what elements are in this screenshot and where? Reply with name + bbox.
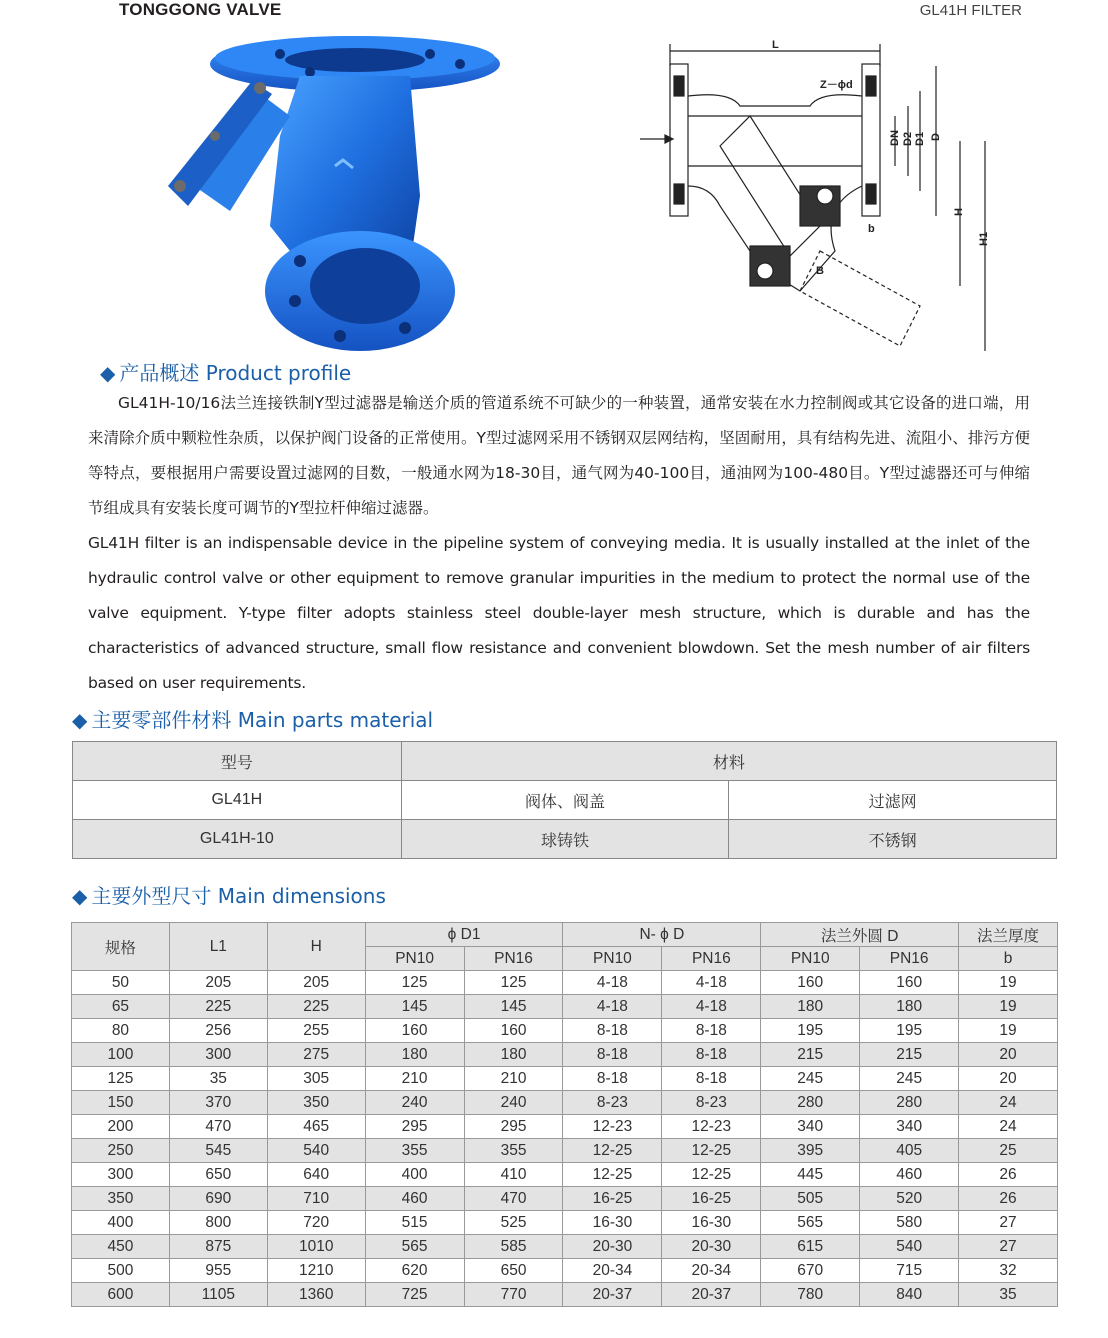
- table-cell: 340: [860, 1115, 959, 1139]
- column-subheader: PN10: [365, 947, 464, 971]
- profile-cn-paragraph: GL41H-10/16法兰连接铁制Y型过滤器是输送介质的管道系统不可缺少的一种装置，通常安装在水力控制阀或其它设备的进口端，用来清除介质中颗粒性杂质，以保护阀门设备的正常使用。Y型过滤网采用不锈钢双层网结构，坚固耐用，具有结构先进、流阻小、排污方便等特点，要根据用户需要设置过滤网的目数，一般通水网为18-30目，通气网为40-100目，通油网为100-480目。Y型过滤器还可与伸缩节组成具有安装长度可调节的Y型拉杆伸缩过滤器。: [88, 394, 1030, 517]
- table-cell: 27: [959, 1235, 1058, 1259]
- table-cell: 505: [761, 1187, 860, 1211]
- table-cell: 180: [860, 995, 959, 1019]
- column-subheader: PN16: [464, 947, 563, 971]
- column-header-l1: L1: [169, 923, 267, 971]
- table-row: [72, 1211, 1058, 1235]
- table-cell: 180: [365, 1043, 464, 1067]
- table-cell: GL41H-10: [73, 820, 402, 859]
- table-cell: 12-23: [662, 1115, 761, 1139]
- table-cell: 710: [267, 1187, 365, 1211]
- table-cell: 540: [267, 1139, 365, 1163]
- table-cell: 240: [464, 1091, 563, 1115]
- drawing-label-h1: H1: [978, 231, 990, 246]
- table-cell: 210: [365, 1067, 464, 1091]
- table-cell: 650: [169, 1163, 267, 1187]
- table-row: [73, 820, 1057, 859]
- column-header-spec: 规格: [72, 923, 170, 971]
- table-cell: 615: [761, 1235, 860, 1259]
- table-cell: 32: [959, 1259, 1058, 1283]
- brand-name: TONGGONG VALVE: [119, 0, 282, 19]
- table-cell: 145: [365, 995, 464, 1019]
- table-cell: 145: [464, 995, 563, 1019]
- dimensions-title: 主要外型尺寸 Main dimensions: [91, 884, 386, 908]
- table-cell: 8-18: [662, 1019, 761, 1043]
- table-row: [72, 1235, 1058, 1259]
- table-cell: 65: [72, 995, 170, 1019]
- table-cell: 8-18: [662, 1043, 761, 1067]
- table-cell: 470: [169, 1115, 267, 1139]
- table-cell: 20-30: [662, 1235, 761, 1259]
- table-cell: 720: [267, 1211, 365, 1235]
- table-cell: 225: [267, 995, 365, 1019]
- dimensions-heading: [72, 880, 386, 909]
- table-cell: 300: [169, 1043, 267, 1067]
- drawing-label-l: L: [772, 39, 779, 51]
- profile-en-paragraph: GL41H filter is an indispensable device in the pipeline system of conveying media. It is usually installed at the inlet of the hydraulic control valve or other equipment to remove granular impurities in the medium to protect the normal use of the valve equipment. Y-type filter adopts stainless steel double-layer mesh structure, which is durable and has the characteristics of advanced structure, small flow resistance and convenient blowdown. Set the mesh number of air filters based on user requirements.: [88, 534, 1030, 692]
- table-cell: 295: [464, 1115, 563, 1139]
- table-cell: 19: [959, 1019, 1058, 1043]
- table-cell: 300: [72, 1163, 170, 1187]
- table-cell: 4-18: [563, 995, 662, 1019]
- product-profile-heading: [100, 357, 351, 386]
- drawing-label-zphid: Z－ϕd: [820, 79, 853, 91]
- diamond-icon: ◆: [72, 708, 88, 732]
- table-cell: 780: [761, 1283, 860, 1307]
- table-row: [72, 1019, 1058, 1043]
- table-cell: 540: [860, 1235, 959, 1259]
- table-row: [72, 1067, 1058, 1091]
- table-cell: 不锈钢: [729, 820, 1057, 859]
- table-cell: 20: [959, 1067, 1058, 1091]
- table-cell: 840: [860, 1283, 959, 1307]
- table-row: [72, 1259, 1058, 1283]
- table-row: [73, 742, 1057, 781]
- table-cell: 160: [860, 971, 959, 995]
- table-cell: 20-37: [563, 1283, 662, 1307]
- table-cell: 4-18: [662, 995, 761, 1019]
- table-cell: 445: [761, 1163, 860, 1187]
- table-cell: 640: [267, 1163, 365, 1187]
- dimensions-table: [71, 922, 1058, 1307]
- table-cell: 8-18: [563, 1043, 662, 1067]
- table-cell: 410: [464, 1163, 563, 1187]
- materials-heading: [72, 704, 433, 733]
- table-cell: 450: [72, 1235, 170, 1259]
- table-row: [72, 971, 1058, 995]
- table-cell: 215: [860, 1043, 959, 1067]
- table-cell: 585: [464, 1235, 563, 1259]
- table-cell: 245: [860, 1067, 959, 1091]
- table-cell: 8-23: [662, 1091, 761, 1115]
- table-cell: 8-18: [662, 1067, 761, 1091]
- table-cell: 27: [959, 1211, 1058, 1235]
- table-cell: 125: [72, 1067, 170, 1091]
- table-cell: 470: [464, 1187, 563, 1211]
- table-cell: 370: [169, 1091, 267, 1115]
- table-cell: 160: [761, 971, 860, 995]
- drawing-label-d2: D2: [902, 131, 914, 146]
- table-cell: 26: [959, 1163, 1058, 1187]
- table-row: [72, 1139, 1058, 1163]
- model-tag: GL41H FILTER: [919, 2, 1022, 19]
- table-cell: 20: [959, 1043, 1058, 1067]
- table-cell: 16-30: [662, 1211, 761, 1235]
- table-cell: 35: [959, 1283, 1058, 1307]
- table-cell: 395: [761, 1139, 860, 1163]
- table-cell: 205: [267, 971, 365, 995]
- table-row: [72, 1283, 1058, 1307]
- column-header-n-d: N- ϕ D: [563, 923, 761, 947]
- table-cell: 295: [365, 1115, 464, 1139]
- table-cell: 620: [365, 1259, 464, 1283]
- column-subheader: PN16: [860, 947, 959, 971]
- table-cell: 210: [464, 1067, 563, 1091]
- column-header-h: H: [267, 923, 365, 971]
- drawing-label-dn: DN: [889, 130, 901, 146]
- table-cell: 525: [464, 1211, 563, 1235]
- table-cell: 280: [761, 1091, 860, 1115]
- drawing-label-h: H: [953, 208, 965, 216]
- table-cell: 255: [267, 1019, 365, 1043]
- table-cell: 350: [72, 1187, 170, 1211]
- table-cell: 565: [761, 1211, 860, 1235]
- table-cell: 200: [72, 1115, 170, 1139]
- table-cell: 19: [959, 971, 1058, 995]
- table-cell: 160: [464, 1019, 563, 1043]
- table-cell: 80: [72, 1019, 170, 1043]
- table-cell: 1105: [169, 1283, 267, 1307]
- table-cell: 100: [72, 1043, 170, 1067]
- table-cell: 12-23: [563, 1115, 662, 1139]
- table-cell: 400: [72, 1211, 170, 1235]
- table-cell: 275: [267, 1043, 365, 1067]
- column-subheader: b: [959, 947, 1058, 971]
- table-cell: 545: [169, 1139, 267, 1163]
- table-cell: 800: [169, 1211, 267, 1235]
- table-cell: 875: [169, 1235, 267, 1259]
- table-cell: 1360: [267, 1283, 365, 1307]
- table-cell: 8-18: [563, 1067, 662, 1091]
- table-row: [73, 781, 1057, 820]
- diamond-icon: ◆: [72, 884, 88, 908]
- table-cell: 阀体、阀盖: [401, 781, 729, 820]
- materials-header-material: 材料: [401, 742, 1056, 781]
- table-cell: 500: [72, 1259, 170, 1283]
- column-header-thickness: 法兰厚度: [959, 923, 1058, 947]
- table-cell: 355: [464, 1139, 563, 1163]
- table-cell: 180: [761, 995, 860, 1019]
- diamond-icon: ◆: [100, 361, 116, 385]
- table-cell: 650: [464, 1259, 563, 1283]
- table-cell: 205: [169, 971, 267, 995]
- table-cell: 球铸铁: [401, 820, 729, 859]
- table-cell: 350: [267, 1091, 365, 1115]
- table-cell: 160: [365, 1019, 464, 1043]
- product-photo: [160, 36, 520, 356]
- table-row: [72, 1043, 1058, 1067]
- table-cell: 245: [761, 1067, 860, 1091]
- table-cell: 465: [267, 1115, 365, 1139]
- table-cell: 24: [959, 1091, 1058, 1115]
- table-cell: 955: [169, 1259, 267, 1283]
- table-cell: 355: [365, 1139, 464, 1163]
- column-subheader: PN10: [563, 947, 662, 971]
- table-cell: 690: [169, 1187, 267, 1211]
- table-cell: 600: [72, 1283, 170, 1307]
- table-cell: 225: [169, 995, 267, 1019]
- table-cell: 35: [169, 1067, 267, 1091]
- table-cell: 1210: [267, 1259, 365, 1283]
- table-cell: 16-30: [563, 1211, 662, 1235]
- technical-drawing: [640, 36, 992, 361]
- materials-table: [72, 741, 1057, 859]
- table-cell: 770: [464, 1283, 563, 1307]
- table-cell: 16-25: [662, 1187, 761, 1211]
- table-row: [72, 1163, 1058, 1187]
- column-header-outer-d: 法兰外圆 D: [761, 923, 959, 947]
- table-cell: 26: [959, 1187, 1058, 1211]
- table-cell: 195: [860, 1019, 959, 1043]
- table-cell: 50: [72, 971, 170, 995]
- table-cell: 195: [761, 1019, 860, 1043]
- materials-header-model: 型号: [73, 742, 402, 781]
- table-cell: 4-18: [563, 971, 662, 995]
- table-cell: 25: [959, 1139, 1058, 1163]
- table-cell: 8-18: [563, 1019, 662, 1043]
- table-cell: 340: [761, 1115, 860, 1139]
- table-cell: 280: [860, 1091, 959, 1115]
- table-cell: 400: [365, 1163, 464, 1187]
- table-cell: 256: [169, 1019, 267, 1043]
- drawing-label-d: D: [930, 133, 942, 141]
- table-cell: 12-25: [563, 1163, 662, 1187]
- table-cell: 715: [860, 1259, 959, 1283]
- table-cell: 12-25: [563, 1139, 662, 1163]
- table-cell: 460: [860, 1163, 959, 1187]
- table-cell: 20-30: [563, 1235, 662, 1259]
- table-cell: 12-25: [662, 1139, 761, 1163]
- column-subheader: PN10: [761, 947, 860, 971]
- table-cell: 565: [365, 1235, 464, 1259]
- table-cell: GL41H: [73, 781, 402, 820]
- table-row: [72, 1187, 1058, 1211]
- table-header-row: [72, 923, 1058, 947]
- table-cell: 150: [72, 1091, 170, 1115]
- column-header-d1: ϕ D1: [365, 923, 563, 947]
- materials-title: 主要零部件材料 Main parts material: [91, 708, 434, 732]
- drawing-label-b: B: [816, 265, 824, 277]
- drawing-label-b-small: b: [868, 223, 875, 235]
- table-cell: 180: [464, 1043, 563, 1067]
- table-row: [72, 1115, 1058, 1139]
- drawing-label-d1: D1: [914, 131, 926, 146]
- product-profile-title: 产品概述 Product profile: [119, 361, 352, 385]
- column-subheader: PN16: [662, 947, 761, 971]
- table-cell: 4-18: [662, 971, 761, 995]
- table-cell: 20-37: [662, 1283, 761, 1307]
- table-row: [72, 995, 1058, 1019]
- table-cell: 240: [365, 1091, 464, 1115]
- table-cell: 215: [761, 1043, 860, 1067]
- table-cell: 250: [72, 1139, 170, 1163]
- table-row: [72, 1091, 1058, 1115]
- table-cell: 305: [267, 1067, 365, 1091]
- table-cell: 20-34: [662, 1259, 761, 1283]
- table-cell: 670: [761, 1259, 860, 1283]
- table-cell: 16-25: [563, 1187, 662, 1211]
- table-cell: 520: [860, 1187, 959, 1211]
- table-cell: 24: [959, 1115, 1058, 1139]
- table-cell: 515: [365, 1211, 464, 1235]
- table-cell: 125: [464, 971, 563, 995]
- table-cell: 460: [365, 1187, 464, 1211]
- table-cell: 12-25: [662, 1163, 761, 1187]
- table-cell: 725: [365, 1283, 464, 1307]
- table-cell: 125: [365, 971, 464, 995]
- table-cell: 1010: [267, 1235, 365, 1259]
- table-cell: 405: [860, 1139, 959, 1163]
- table-cell: 580: [860, 1211, 959, 1235]
- table-cell: 过滤网: [729, 781, 1057, 820]
- table-cell: 19: [959, 995, 1058, 1019]
- product-profile-text: [88, 386, 1030, 701]
- table-cell: 20-34: [563, 1259, 662, 1283]
- table-cell: 8-23: [563, 1091, 662, 1115]
